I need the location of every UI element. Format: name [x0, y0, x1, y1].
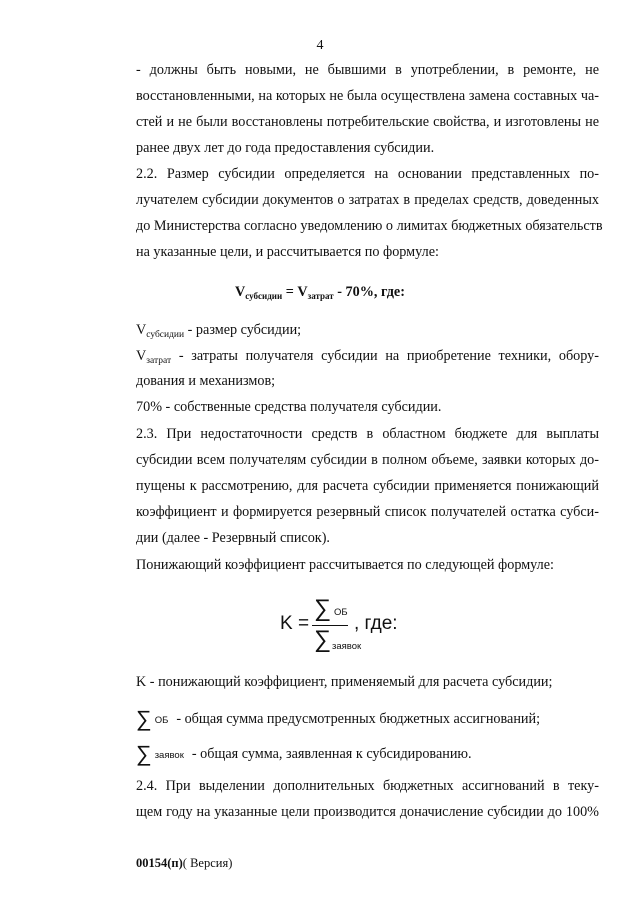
- k-definition: K - понижающий коэффициент, применяемый для расчета субсидии;: [136, 674, 553, 690]
- sum-ob-definition: ∑ ОБ - общая сумма предусмотренных бюджетных ассигнований;: [136, 706, 541, 731]
- sigma-icon: ∑: [314, 626, 332, 653]
- definition-subsidy: $V_{субсидии}$ - размер субсидии;: [136, 322, 302, 340]
- text-line: стей и не были восстановлены потребительские свойства, и изготовлены не: [136, 114, 599, 130]
- k-symbol: K =: [280, 613, 310, 634]
- numerator-label: ОБ: [334, 607, 348, 618]
- text-line: коэффициент и формируется резервный список получателей остатка субси-: [136, 504, 599, 520]
- text-line: щем году на указанные цели производится доначисление субсидии до 100%: [136, 804, 599, 820]
- sigma-icon: ∑: [136, 706, 152, 731]
- page-number: 4: [316, 38, 324, 53]
- text-line: на указанные цели, и рассчитывается по формуле:: [136, 244, 439, 260]
- coefficient-intro: Понижающий коэффициент рассчитывается по следующей формуле:: [136, 557, 554, 573]
- formula-subsidy: $V_{субсидии} = V_{затрат} - 70\%$, где:: [235, 284, 405, 301]
- text-line: - должны быть новыми, не бывшими в употреблении, в ремонте, не: [136, 62, 599, 78]
- sum-applications-definition: ∑ заявок - общая сумма, заявленная к субсидированию.: [136, 741, 472, 766]
- text-line: субсидии всем получателям субсидии в полном объеме, заявки которых до-: [136, 452, 599, 468]
- document-footer: [136, 856, 232, 871]
- text-line: 2.2. Размер субсидии определяется на основании представленных по-: [136, 166, 599, 182]
- denominator-label: заявок: [332, 641, 362, 652]
- definition-costs: $V_{затрат}$ - затраты получателя субсидии на приобретение техники, обору-: [136, 348, 599, 366]
- text-line: ранее двух лет до года предоставления субсидии.: [136, 140, 435, 156]
- sigma-icon: ∑: [136, 741, 152, 766]
- definition-own-funds: 70% - собственные средства получателя субсидии.: [136, 399, 442, 415]
- document-version: ( Версия): [182, 856, 233, 870]
- text-line: лучателем субсидии документов о затратах в пределах средств, доведенных: [136, 192, 599, 208]
- text-line: пущены к рассмотрению, для расчета субсидии применяется понижающий: [136, 478, 599, 494]
- text-line: восстановленными, на которых не была осуществлена замена составных ча-: [136, 88, 599, 104]
- document-code: 00154(п): [136, 856, 183, 870]
- text-line: 2.3. При недостаточности средств в областном бюджете для выплаты: [136, 426, 599, 442]
- text-line: дования и механизмов;: [136, 373, 276, 389]
- text-line: 2.4. При выделении дополнительных бюджетных ассигнований в теку-: [136, 778, 599, 794]
- formula-tail: , где:: [354, 613, 398, 634]
- text-line: до Министерства согласно уведомлению о лимитах бюджетных обязательств: [136, 218, 603, 234]
- sigma-icon: ∑: [314, 595, 332, 622]
- formula-coefficient: [280, 597, 460, 657]
- text-line: дии (далее - Резервный список).: [136, 530, 330, 546]
